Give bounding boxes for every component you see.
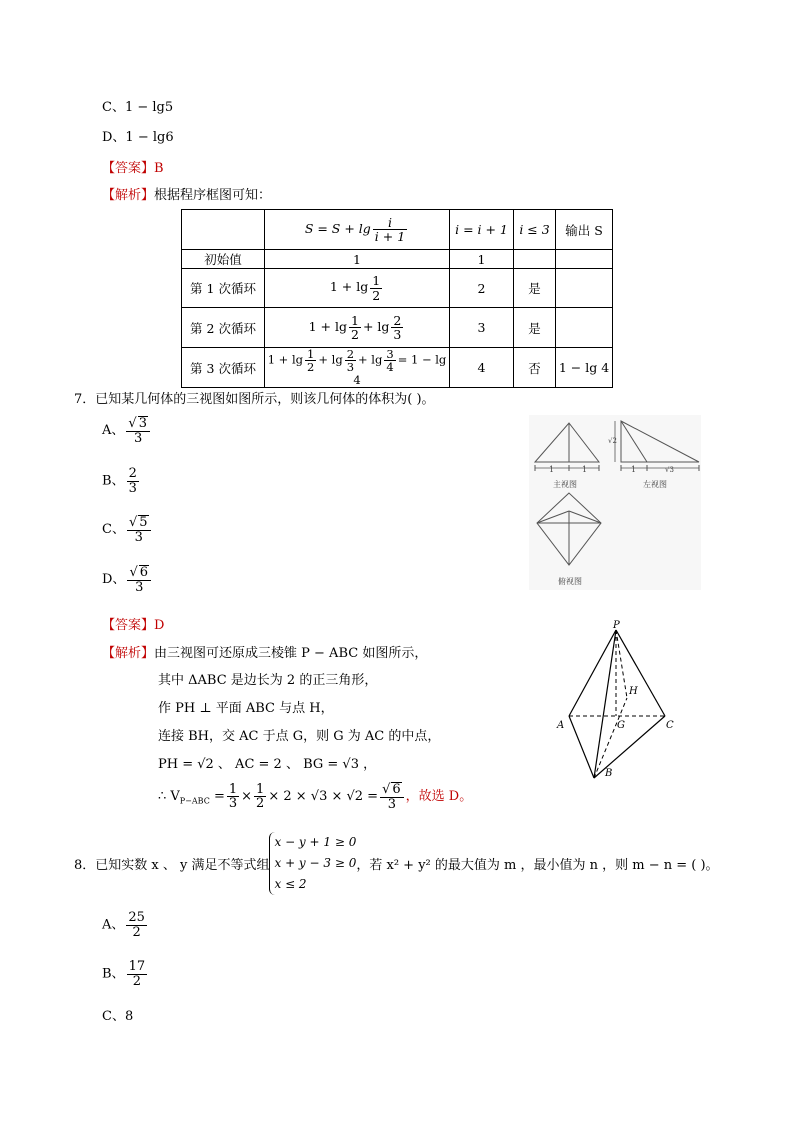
answer-tag: 【答案】 <box>102 161 155 176</box>
q7-option-c: C、 $\frac{√ 5}{3}$ <box>102 515 153 544</box>
side-dim-1: 1 <box>631 465 637 474</box>
three-view-figure <box>529 415 701 590</box>
header-condition: i ≤ 3 <box>514 210 556 250</box>
header-i-update: i = i + 1 <box>450 210 514 250</box>
q6-option-d: D、1 − lg6 <box>102 130 174 145</box>
q7-answer: 【答案】D <box>102 618 165 633</box>
row-label: 第 2 次循环 <box>182 308 265 348</box>
q7-stem: 7．已知某几何体的三视图如图所示，则该几何体的体积为( )。 <box>74 392 435 407</box>
row-output <box>556 250 613 269</box>
row-s-value: 1 + lg $\frac{1}{2}$ + lg $\frac{2}{3}$ <box>265 308 450 348</box>
q7-option-b: B、 $\frac{2}{3}$ <box>102 466 137 496</box>
side-dim-sqrt2: √2 <box>608 437 617 445</box>
row-output: 1 − lg 4 <box>556 348 613 388</box>
header-blank-cell <box>182 210 265 250</box>
row-s-value: 1 + lg $\frac{1}{2}$ <box>265 269 450 308</box>
q8-option-a: A、 $\frac{25}{2}$ <box>102 910 145 940</box>
row-condition: 是 <box>514 269 556 308</box>
q8-option-b: B、 $\frac{17}{2}$ <box>102 959 146 989</box>
row-i-value: 4 <box>450 348 514 388</box>
row-label: 初始值 <box>182 250 265 269</box>
top-view-label: 俯视图 <box>558 577 582 586</box>
analysis-intro: 根据程序框图可知： <box>154 188 272 203</box>
label-a: A <box>557 720 565 731</box>
q7-option-a: A、 $\frac{√ 3}{3}$ <box>102 416 152 445</box>
pyramid-figure <box>555 620 685 782</box>
row-i-value: 1 <box>450 250 514 269</box>
q7-analysis-line-1: 【解析】由三视图可还原成三棱锥 P − ABC 如图所示， <box>102 646 428 661</box>
row-output <box>556 308 613 348</box>
label-c: C <box>666 720 674 731</box>
row-condition <box>514 250 556 269</box>
header-output: 输出 S <box>556 210 613 250</box>
header-s-update: S = S + lg $\frac{i}{i + 1}$ <box>265 210 450 250</box>
q7-analysis-line-4: 连接 BH，交 AC 于点 G，则 G 为 AC 的中点， <box>158 729 441 744</box>
loop-trace-table <box>181 209 613 388</box>
row-label: 第 1 次循环 <box>182 269 265 308</box>
label-h: H <box>629 686 638 697</box>
q7-analysis-line-3: 作 PH ⊥ 平面 ABC 与点 H， <box>158 701 334 716</box>
table-row <box>182 308 613 348</box>
label-b: B <box>605 768 613 779</box>
table-row <box>182 269 613 308</box>
front-dim-2: 1 <box>582 465 588 474</box>
table-row <box>182 250 613 269</box>
row-s-value: 1 <box>265 250 450 269</box>
inequality-system: x − y + 1 ≥ 0 x + y − 3 ≥ 0 x ≤ 2 <box>269 832 356 895</box>
row-label: 第 3 次循环 <box>182 348 265 388</box>
analysis-tag: 【解析】 <box>102 188 155 203</box>
row-condition: 否 <box>514 348 556 388</box>
q6-answer <box>102 157 164 176</box>
q7-analysis-line-2: 其中 ΔABC 是边长为 2 的正三角形， <box>158 673 378 688</box>
q7-analysis-line-5: PH = √2 、 AC = 2 、 BG = √3 ， <box>158 757 377 772</box>
row-i-value: 2 <box>450 269 514 308</box>
label-p: P <box>613 620 620 631</box>
table-row <box>182 348 613 388</box>
table-header-row <box>182 210 613 250</box>
answer-value: B <box>154 161 164 176</box>
q7-option-d: D、 $\frac{√ 6}{3}$ <box>102 565 153 594</box>
front-view-label: 主视图 <box>553 480 577 489</box>
q6-option-c: C、1 − lg5 <box>102 100 174 115</box>
q8-stem: 8．已知实数 x 、 y 满足不等式组 x − y + 1 ≥ 0 x + y − 3 ≥ 0 x ≤ 2 ，若 x² + y² 的最大值为 m ，最小值为 n ，则 m − n = ( )。 <box>74 832 719 894</box>
row-condition: 是 <box>514 308 556 348</box>
row-s-value: 1 + lg $\frac{1}{2}$ + lg $\frac{2}{3}$ + lg $\frac{3}{4}$ = 1 − lg 4 <box>265 348 450 388</box>
label-g: G <box>617 720 625 731</box>
side-dim-sqrt3: √3 <box>665 466 674 474</box>
q6-analysis <box>102 184 271 203</box>
row-output <box>556 269 613 308</box>
q8-option-c: C、8 <box>102 1009 134 1024</box>
side-view-label: 左视图 <box>643 480 667 489</box>
front-dim-1: 1 <box>549 465 555 474</box>
row-i-value: 3 <box>450 308 514 348</box>
q7-volume-formula: ∴ $V_{P-ABC}$ = $\frac{1}{3}$ × $\frac{1}{2}$ × 2 × √3 × √2 = $\frac{√ 6}{3}$ ，故选 D。 <box>158 781 473 812</box>
